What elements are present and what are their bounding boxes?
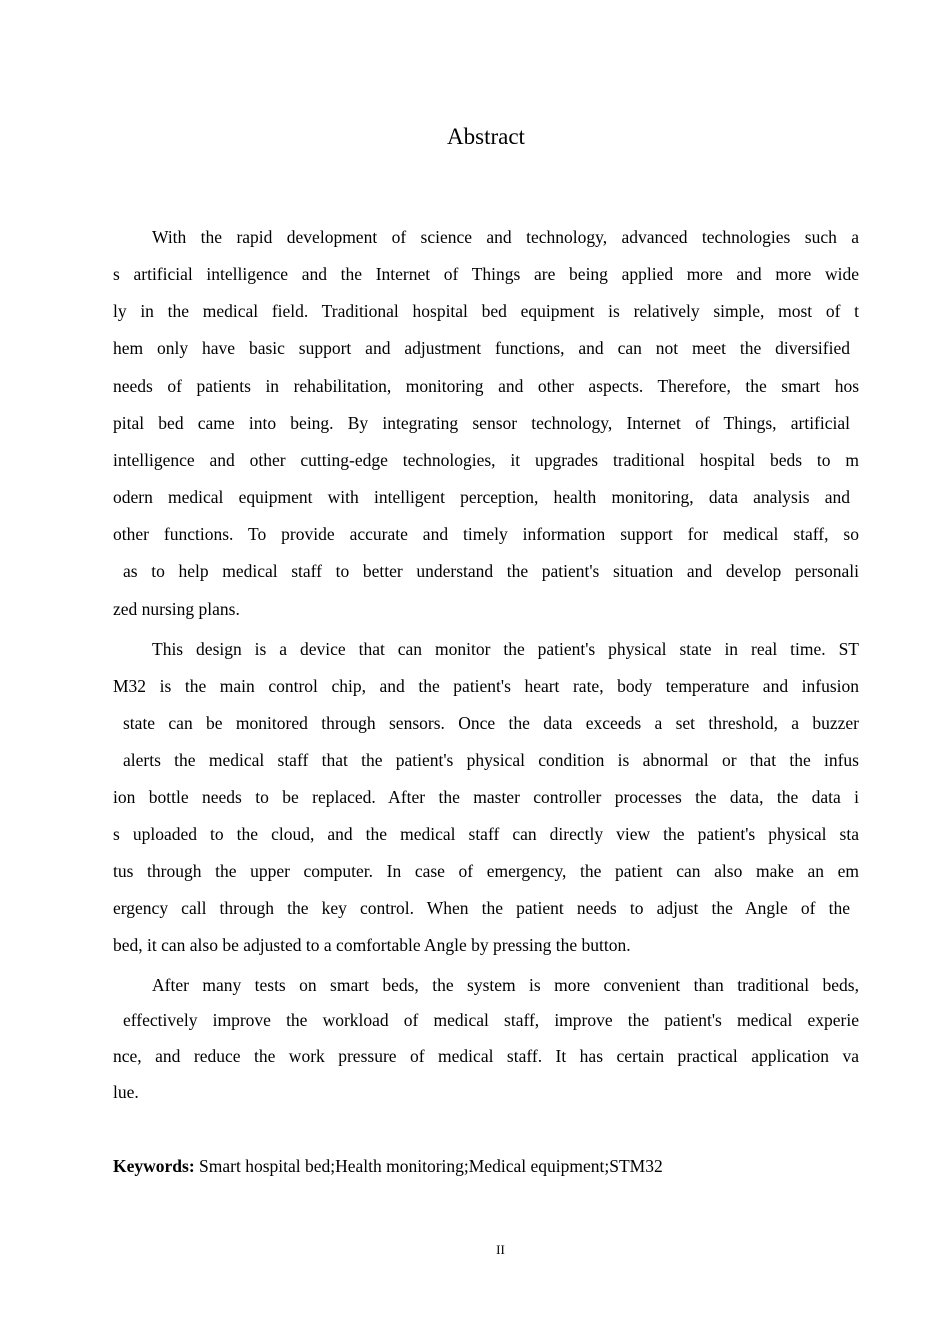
text-line: needs of patients in rehabilitation, monitoring and other aspects. Therefore, the smart hos <box>113 376 859 396</box>
page-title: Abstract <box>447 124 525 149</box>
keywords <box>113 1156 663 1177</box>
text-line: intelligence and other cutting-edge technologies, it upgrades traditional hospital beds to m <box>113 450 859 470</box>
page-number: II <box>496 1242 505 1257</box>
text-line: s artificial intelligence and the Internet of Things are being applied more and more wide <box>113 264 859 284</box>
text-line: s uploaded to the cloud, and the medical staff can directly view the patient's physical sta <box>113 824 859 844</box>
text-line: tus through the upper computer. In case of emergency, the patient can also make an em <box>113 861 859 881</box>
text-line: ergency call through the key control. When the patient needs to adjust the Angle of the <box>113 898 850 918</box>
text-line: M32 is the main control chip, and the patient's heart rate, body temperature and infusion <box>113 676 859 696</box>
text-line: as to help medical staff to better understand the patient's situation and develop personali <box>123 561 859 581</box>
text-line: lue. <box>113 1082 139 1102</box>
text-line: other functions. To provide accurate and timely information support for medical staff, so <box>113 524 859 544</box>
keywords-label: Keywords: <box>113 1156 195 1176</box>
text-line: After many tests on smart beds, the system is more convenient than traditional beds, <box>152 975 859 995</box>
text-line: This design is a device that can monitor the patient's physical state in real time. ST <box>152 639 859 659</box>
keywords-text: Smart hospital bed;Health monitoring;Medical equipment;STM32 <box>199 1156 663 1176</box>
text-line: hem only have basic support and adjustment functions, and can not meet the diversified <box>113 338 850 358</box>
text-line: With the rapid development of science and technology, advanced technologies such a <box>152 227 859 247</box>
text-line: bed, it can also be adjusted to a comfortable Angle by pressing the button. <box>113 935 631 955</box>
text-line: effectively improve the workload of medical staff, improve the patient's medical experie <box>123 1010 859 1030</box>
text-line: pital bed came into being. By integrating sensor technology, Internet of Things, artificial <box>113 413 850 433</box>
text-line: state can be monitored through sensors. Once the data exceeds a set threshold, a buzzer <box>123 713 859 733</box>
text-line: zed nursing plans. <box>113 599 240 619</box>
text-line: ion bottle needs to be replaced. After the master controller processes the data, the data i <box>113 787 859 807</box>
text-line: nce, and reduce the work pressure of medical staff. It has certain practical application va <box>113 1046 859 1066</box>
text-line: odern medical equipment with intelligent perception, health monitoring, data analysis and <box>113 487 850 507</box>
text-line: ly in the medical field. Traditional hospital bed equipment is relatively simple, most of t <box>113 301 859 321</box>
text-line: alerts the medical staff that the patient's physical condition is abnormal or that the infus <box>123 750 859 770</box>
